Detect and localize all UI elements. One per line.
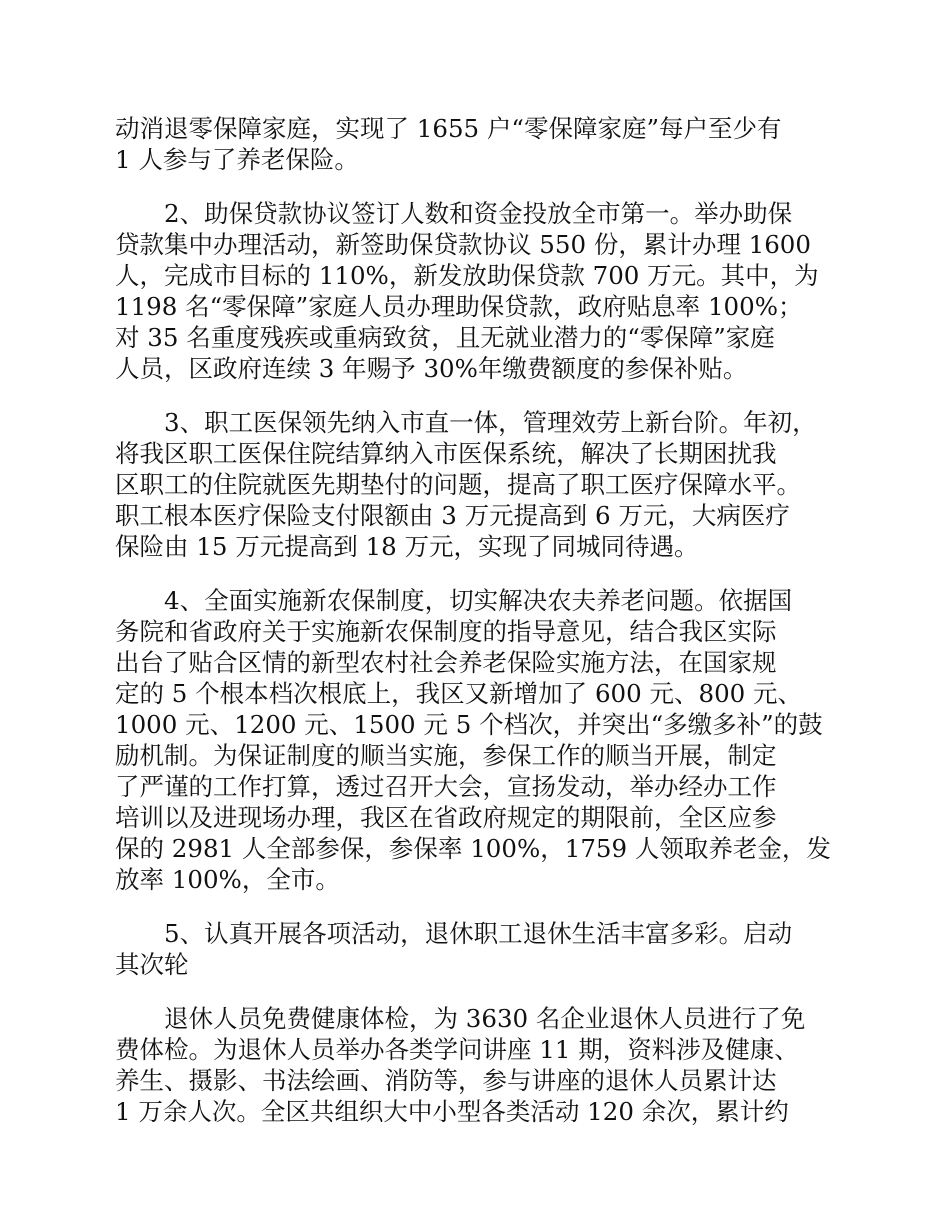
text-line: 5、认真开展各项活动，退休职工退休生活丰富多彩。启动 <box>115 919 793 948</box>
text-line: 贷款集中办理活动，新签助保贷款协议 550 份，累计办理 1600 <box>115 230 811 259</box>
text-line: 人员，区政府连续 3 年赐予 30%年缴费额度的参保补贴。 <box>115 354 748 383</box>
paragraph-6 <box>115 1003 840 1127</box>
text-line: 定的 5 个根本档次根底上，我区又新增加了 600 元、800 元、 <box>115 679 803 708</box>
text-line: 4、全面实施新农保制度，切实解决农夫养老问题。依据国 <box>115 586 793 615</box>
paragraph-3 <box>115 407 840 562</box>
text-line: 动消退零保障家庭，实现了 1655 户“零保障家庭”每户至少有 <box>115 114 782 143</box>
text-line: 职工根本医疗保险支付限额由 3 万元提高到 6 万元，大病医疗 <box>115 501 790 530</box>
text-line: 1198 名“零保障”家庭人员办理助保贷款，政府贴息率 100%； <box>115 292 803 321</box>
paragraph-5 <box>115 918 840 980</box>
text-line: 其次轮 <box>115 950 189 979</box>
text-line: 保险由 15 万元提高到 18 万元，实现了同城同待遇。 <box>115 532 699 561</box>
text-line: 保的 2981 人全部参保，参保率 100%，1759 人领取养老金，发 <box>115 834 831 863</box>
text-line: 养生、摄影、书法绘画、消防等，参与讲座的退休人员累计达 <box>115 1066 777 1095</box>
text-line: 1000 元、1200 元、1500 元 5 个档次，并突出“多缴多补”的鼓 <box>115 710 823 739</box>
text-line: 培训以及进现场办理，我区在省政府规定的期限前，全区应参 <box>115 803 777 832</box>
text-line: 3、职工医保领先纳入市直一体，管理效劳上新台阶。年初， <box>115 408 817 437</box>
paragraph-4 <box>115 585 840 895</box>
paragraph-1 <box>115 113 840 175</box>
text-line: 2、助保贷款协议签订人数和资金投放全市第一。举办助保 <box>115 199 793 228</box>
text-line: 将我区职工医保住院结算纳入市医保系统，解决了长期困扰我 <box>115 439 777 468</box>
text-line: 区职工的住院就医先期垫付的问题，提高了职工医疗保障水平。 <box>115 470 801 499</box>
document-body <box>115 113 840 1150</box>
text-line: 对 35 名重度残疾或重病致贫，且无就业潜力的“零保障”家庭 <box>115 323 775 352</box>
paragraph-2 <box>115 198 840 384</box>
text-line: 励机制。为保证制度的顺当实施，参保工作的顺当开展，制定 <box>115 741 777 770</box>
text-line: 务院和省政府关于实施新农保制度的指导意见，结合我区实际 <box>115 617 777 646</box>
text-line: 了严谨的工作打算，透过召开大会，宣扬发动，举办经办工作 <box>115 772 777 801</box>
text-line: 出台了贴合区情的新型农村社会养老保险实施方法，在国家规 <box>115 648 777 677</box>
text-line: 1 人参与了养老保险。 <box>115 145 359 174</box>
text-line: 退休人员免费健康体检，为 3630 名企业退休人员进行了免 <box>115 1004 806 1033</box>
text-line: 人，完成市目标的 110%，新发放助保贷款 700 万元。其中，为 <box>115 261 819 290</box>
text-line: 1 万余人次。全区共组织大中小型各类活动 120 余次，累计约 <box>115 1097 789 1126</box>
text-line: 放率 100%，全市。 <box>115 865 340 894</box>
text-line: 费体检。为退休人员举办各类学问讲座 11 期，资料涉及健康、 <box>115 1035 799 1064</box>
